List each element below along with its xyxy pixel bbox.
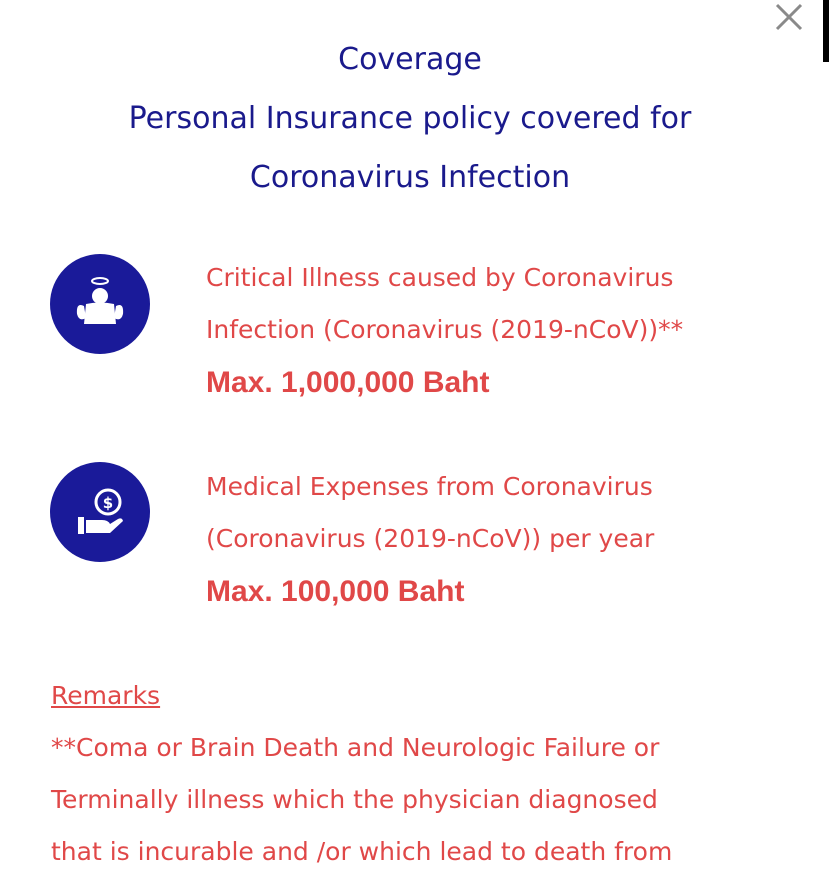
item-description-line: (Coronavirus (2019-nCoV)) per year [206,524,655,553]
angel-icon [50,254,150,354]
scrollbar[interactable] [820,0,829,878]
modal-title [0,30,820,207]
title-infection: Coronavirus Infection [249,160,571,195]
hand-money-icon [50,462,150,562]
item-description-line: Infection (Coronavirus (2019-nCoV))** [206,315,684,344]
svg-text:$: $ [102,494,114,512]
remarks-heading: Remarks [51,681,161,710]
remarks-line: Terminally illness which the physician diagnosed [51,785,658,814]
remarks-line: that is incurable and /or which lead to death from [51,837,673,866]
coverage-item-critical-illness [206,252,786,410]
remarks-line: **Coma or Brain Death and Neurologic Failure or [51,733,660,762]
remarks-section [51,670,811,878]
title-coverage: Coverage [338,42,482,77]
close-button[interactable] [772,0,806,34]
item-amount: Max. 1,000,000 Baht [206,366,490,399]
item-description-line: Critical Illness caused by Coronavirus [206,263,674,292]
close-icon [772,0,806,34]
scrollbar-thumb[interactable] [823,0,829,62]
item-amount: Max. 100,000 Baht [206,575,465,608]
item-description-line: Medical Expenses from Coronavirus [206,472,653,501]
title-policy: Personal Insurance policy covered for [128,101,692,136]
coverage-item-medical-expenses [206,461,786,619]
